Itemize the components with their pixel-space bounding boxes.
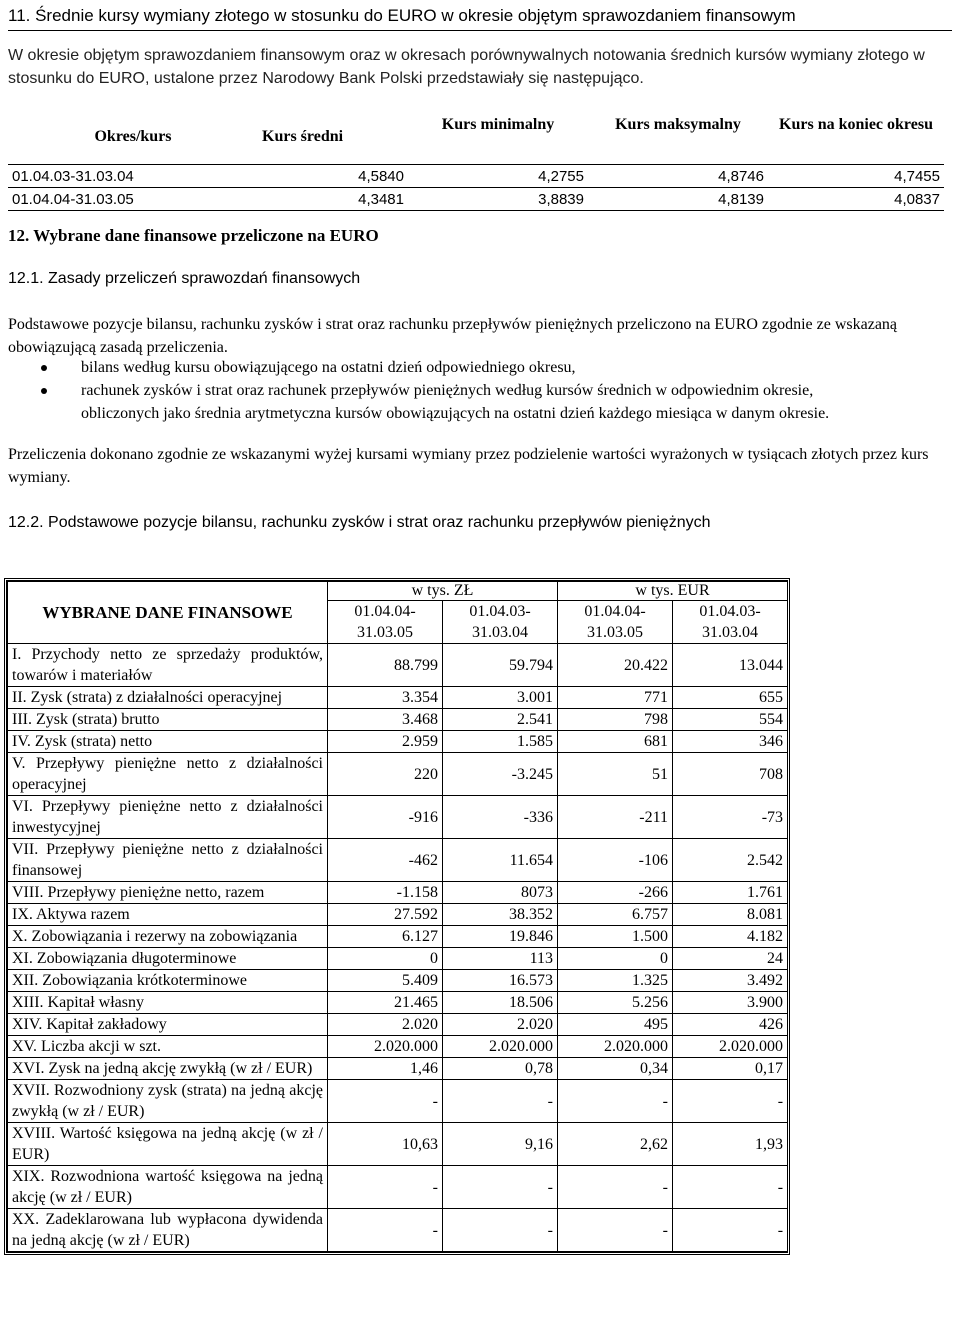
table-row	[8, 1014, 788, 1036]
fin-row-label: XIII. Kapitał własny	[8, 992, 328, 1014]
rates-row	[8, 165, 944, 188]
fin-row-value: 4.182	[673, 926, 788, 948]
fin-row-value: 2.020.000	[328, 1036, 443, 1058]
rates-header-max: Kurs maksymalny	[615, 116, 741, 133]
fin-row-value: -	[673, 1209, 788, 1252]
fin-table-title: WYBRANE DANE FINANSOWE	[8, 582, 328, 644]
fin-row-value: 59.794	[443, 644, 558, 687]
fin-row-value: -	[328, 1209, 443, 1252]
exchange-rates-table	[8, 110, 944, 211]
fin-row-value: -	[558, 1166, 673, 1209]
fin-row-value: 0,34	[558, 1058, 673, 1080]
fin-row-value: -211	[558, 796, 673, 839]
fin-row-label: XX. Zadeklarowana lub wypłacona dywidenda na jedną akcję (w zł / EUR)	[8, 1209, 328, 1252]
fin-row-value: 2.020.000	[558, 1036, 673, 1058]
table-row	[8, 970, 788, 992]
fin-period-header: 01.04.03-31.03.04	[443, 601, 558, 644]
bullet-continuation: obliczonych jako średnia arytmetyczna kursów obowiązujących na ostatni dzień każdego miesiąca w danym okresie.	[81, 405, 830, 422]
table-row	[8, 1058, 788, 1080]
fin-row-value: 2.541	[443, 709, 558, 731]
fin-row-value: 0,17	[673, 1058, 788, 1080]
table-row	[8, 948, 788, 970]
fin-row-value: -	[673, 1080, 788, 1123]
rates-cell-min: 3,8839	[538, 190, 584, 208]
table-row	[8, 644, 788, 687]
fin-row-label: XII. Zobowiązania krótkoterminowe	[8, 970, 328, 992]
fin-group-eur: w tys. EUR	[558, 582, 788, 601]
fin-row-label: XI. Zobowiązania długoterminowe	[8, 948, 328, 970]
fin-row-value: 495	[558, 1014, 673, 1036]
rates-cell-end: 4,7455	[894, 167, 940, 185]
fin-row-value: 1,93	[673, 1123, 788, 1166]
fin-row-label: XV. Liczba akcji w szt.	[8, 1036, 328, 1058]
fin-row-value: 655	[673, 687, 788, 709]
fin-row-value: -	[328, 1166, 443, 1209]
fin-row-value: 8073	[443, 882, 558, 904]
table-row	[8, 882, 788, 904]
fin-row-label: VI. Przepływy pieniężne netto z działalności inwestycyjnej	[8, 796, 328, 839]
list-item	[8, 356, 952, 379]
bullet-text: bilans według kursu obowiązującego na ostatni dzień odpowiedniego okresu,	[81, 359, 576, 376]
fin-row-value: 18.506	[443, 992, 558, 1014]
fin-row-label: XIX. Rozwodniona wartość księgowa na jedną akcję (w zł / EUR)	[8, 1166, 328, 1209]
fin-row-value: -3.245	[443, 753, 558, 796]
fin-row-label: V. Przepływy pieniężne netto z działalności operacyjnej	[8, 753, 328, 796]
fin-row-value: 681	[558, 731, 673, 753]
fin-row-value: -73	[673, 796, 788, 839]
fin-row-value: -	[558, 1080, 673, 1123]
fin-row-value: 771	[558, 687, 673, 709]
fin-row-value: 220	[328, 753, 443, 796]
fin-row-value: 2.542	[673, 839, 788, 882]
fin-row-value: 27.592	[328, 904, 443, 926]
section-12-title: 12. Wybrane dane finansowe przeliczone na EURO	[8, 226, 379, 245]
fin-row-value: 0	[328, 948, 443, 970]
financial-data-table	[7, 581, 788, 1252]
fin-row-value: 346	[673, 731, 788, 753]
table-row	[8, 709, 788, 731]
fin-row-label: XVI. Zysk na jedną akcję zwykłą (w zł / EUR)	[8, 1058, 328, 1080]
fin-row-value: -916	[328, 796, 443, 839]
rates-cell-average: 4,5840	[358, 167, 404, 185]
fin-row-value: -	[558, 1209, 673, 1252]
conversion-rules-list	[8, 356, 952, 425]
table-row	[8, 731, 788, 753]
section-12-2-title: 12.2. Podstawowe pozycje bilansu, rachunku zysków i strat oraz rachunku przepływów pieniężnych	[8, 514, 711, 531]
fin-row-value: 708	[673, 753, 788, 796]
fin-header-row	[8, 582, 788, 601]
fin-row-label: XVIII. Wartość księgowa na jedną akcję (w zł / EUR)	[8, 1123, 328, 1166]
rates-cell-min: 4,2755	[538, 167, 584, 185]
fin-row-label: XVII. Rozwodniony zysk (strata) na jedną akcję zwykłą (w zł / EUR)	[8, 1080, 328, 1123]
table-row	[8, 926, 788, 948]
fin-row-value: -	[328, 1080, 443, 1123]
fin-row-value: 1.325	[558, 970, 673, 992]
fin-row-value: 8.081	[673, 904, 788, 926]
fin-row-value: 88.799	[328, 644, 443, 687]
table-row	[8, 687, 788, 709]
fin-row-value: 2,62	[558, 1123, 673, 1166]
table-row	[8, 904, 788, 926]
fin-row-value: 2.020.000	[673, 1036, 788, 1058]
table-row	[8, 1209, 788, 1252]
fin-row-value: -	[443, 1166, 558, 1209]
section-12-1-conversion-note: Przeliczenia dokonano zgodnie ze wskazanymi wyżej kursami wymiany przez podzielenie wartości wyrażonych w tysiącach złotych przez kurs wymiany.	[8, 446, 929, 486]
fin-row-value: 554	[673, 709, 788, 731]
rates-header-period: Okres/kurs	[94, 128, 172, 145]
fin-row-value: 11.654	[443, 839, 558, 882]
fin-row-value: 5.409	[328, 970, 443, 992]
fin-row-value: 38.352	[443, 904, 558, 926]
fin-row-value: 3.468	[328, 709, 443, 731]
fin-period-header: 01.04.03-31.03.04	[673, 601, 788, 644]
fin-row-value: 0,78	[443, 1058, 558, 1080]
rates-header-end: Kurs na koniec okresu	[779, 116, 933, 133]
fin-row-value: 1,46	[328, 1058, 443, 1080]
fin-row-value: 16.573	[443, 970, 558, 992]
fin-row-value: 2.020.000	[443, 1036, 558, 1058]
fin-period-header: 01.04.04-31.03.05	[558, 601, 673, 644]
fin-row-value: 2.020	[328, 1014, 443, 1036]
fin-row-value: 9,16	[443, 1123, 558, 1166]
rates-cell-period: 01.04.03-31.03.04	[12, 167, 134, 185]
rates-cell-end: 4,0837	[894, 190, 940, 208]
section-11-intro: W okresie objętym sprawozdaniem finansowym oraz w okresach porównywalnych notowania średnich kursów wymiany złotego w stosunku do EURO, ustalone przez Narodowy Bank Polski przedstawiały się następująco.	[8, 47, 925, 87]
rates-header-min: Kurs minimalny	[441, 116, 555, 133]
table-row	[8, 1166, 788, 1209]
fin-row-value: 2.020	[443, 1014, 558, 1036]
fin-row-value: 20.422	[558, 644, 673, 687]
rates-cell-max: 4,8139	[718, 190, 764, 208]
table-row	[8, 796, 788, 839]
fin-row-value: 1.500	[558, 926, 673, 948]
section-12-1-paragraph: Podstawowe pozycje bilansu, rachunku zysków i strat oraz rachunku przepływów pieniężnych przeliczono na EURO zgodnie ze wskazaną obowiązującą zasadą przeliczenia.	[8, 316, 898, 356]
fin-row-label: III. Zysk (strata) brutto	[8, 709, 328, 731]
fin-row-label: XIV. Kapitał zakładowy	[8, 1014, 328, 1036]
fin-row-value: 3.001	[443, 687, 558, 709]
fin-row-label: VIII. Przepływy pieniężne netto, razem	[8, 882, 328, 904]
fin-row-label: I. Przychody netto ze sprzedaży produktów, towarów i materiałów	[8, 644, 328, 687]
fin-row-value: 13.044	[673, 644, 788, 687]
fin-row-value: -	[673, 1166, 788, 1209]
fin-row-value: 10,63	[328, 1123, 443, 1166]
rates-cell-period: 01.04.04-31.03.05	[12, 190, 134, 208]
rates-header-average: Kurs średni	[262, 128, 344, 145]
rates-row	[8, 188, 944, 211]
rates-cell-average: 4,3481	[358, 190, 404, 208]
table-row	[8, 1123, 788, 1166]
fin-row-value: 21.465	[328, 992, 443, 1014]
fin-row-value: 1.585	[443, 731, 558, 753]
fin-row-value: -462	[328, 839, 443, 882]
fin-row-value: 3.492	[673, 970, 788, 992]
fin-row-value: 3.900	[673, 992, 788, 1014]
table-row	[8, 992, 788, 1014]
fin-row-value: 426	[673, 1014, 788, 1036]
fin-row-value: -	[443, 1209, 558, 1252]
rates-cell-max: 4,8746	[718, 167, 764, 185]
list-item	[8, 379, 952, 402]
financial-data-table-frame	[4, 578, 790, 1255]
fin-row-value: 5.256	[558, 992, 673, 1014]
fin-row-value: -336	[443, 796, 558, 839]
fin-row-value: -266	[558, 882, 673, 904]
fin-row-value: 0	[558, 948, 673, 970]
fin-row-value: 3.354	[328, 687, 443, 709]
bullet-icon	[41, 388, 47, 394]
fin-group-pln: w tys. ZŁ	[328, 582, 558, 601]
section-12-1-title: 12.1. Zasady przeliczeń sprawozdań finansowych	[8, 270, 361, 287]
fin-row-value: 6.757	[558, 904, 673, 926]
fin-row-value: 6.127	[328, 926, 443, 948]
fin-row-value: 1.761	[673, 882, 788, 904]
fin-row-value: 798	[558, 709, 673, 731]
rates-header-row	[8, 110, 944, 165]
fin-period-header: 01.04.04-31.03.05	[328, 601, 443, 644]
table-row	[8, 1080, 788, 1123]
fin-row-label: II. Zysk (strata) z działalności operacyjnej	[8, 687, 328, 709]
bullet-icon	[41, 365, 47, 371]
fin-row-value: -106	[558, 839, 673, 882]
fin-row-value: -1.158	[328, 882, 443, 904]
fin-row-value: 51	[558, 753, 673, 796]
fin-row-value: -	[443, 1080, 558, 1123]
bullet-text: rachunek zysków i strat oraz rachunek przepływów pieniężnych według kursów średnich w odpowiednim okresie,	[81, 382, 814, 399]
fin-row-label: IX. Aktywa razem	[8, 904, 328, 926]
fin-row-label: X. Zobowiązania i rezerwy na zobowiązania	[8, 926, 328, 948]
table-row	[8, 753, 788, 796]
table-row	[8, 839, 788, 882]
fin-row-value: 24	[673, 948, 788, 970]
table-row	[8, 1036, 788, 1058]
fin-row-label: VII. Przepływy pieniężne netto z działalności finansowej	[8, 839, 328, 882]
fin-row-value: 113	[443, 948, 558, 970]
section-11-title: 11. Średnie kursy wymiany złotego w stosunku do EURO w okresie objętym sprawozdaniem finansowym	[8, 4, 952, 31]
fin-row-value: 2.959	[328, 731, 443, 753]
fin-row-label: IV. Zysk (strata) netto	[8, 731, 328, 753]
fin-row-value: 19.846	[443, 926, 558, 948]
